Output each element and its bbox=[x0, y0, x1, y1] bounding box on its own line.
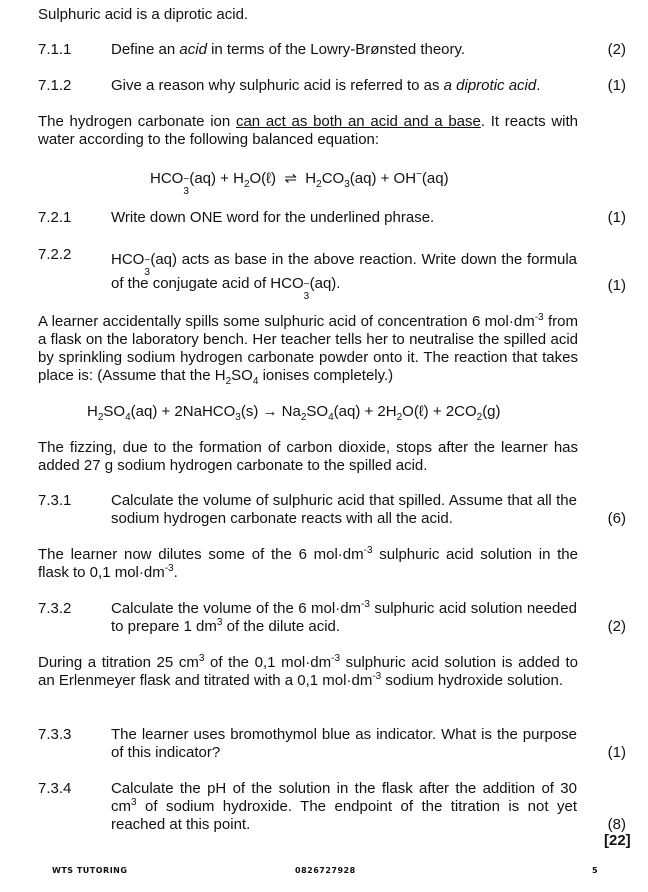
paragraph: The learner now dilutes some of the 6 $mol\cdot dm^{-3}$ sulphuric acid solution in the flask to 0,1 $mol\cdot dm^{-3}$. bbox=[38, 545, 578, 581]
question-number: 7.1.2 bbox=[38, 77, 72, 94]
question-text: The learner uses bromothymol blue as indicator. What is the purpose of this indicator? bbox=[111, 726, 577, 761]
question-number: 7.3.3 bbox=[38, 726, 72, 743]
question-text: Give a reason why sulphuric acid is referred to as a diprotic acid. bbox=[111, 77, 541, 94]
marks: (6) bbox=[607, 510, 626, 527]
paragraph: During a titration 25 $cm^3$ of the 0,1 $mol\cdot dm^{-3}$ sulphuric acid solution is added to an Erlenmeyer flask and titrated with a 0,1 $mol\cdot dm^{-3}$ sodium hydroxide solution. bbox=[38, 653, 579, 689]
marks: (1) bbox=[607, 277, 626, 294]
marks: (2) bbox=[607, 41, 626, 58]
footer-phone: 0826727928 bbox=[295, 866, 356, 875]
question-number: 7.3.4 bbox=[38, 780, 72, 797]
question-text: Calculate the volume of sulphuric acid that spilled. Assume that all the sodium hydrogen carbonate reacts with all the acid. bbox=[111, 492, 577, 527]
equation: HCO − 3 $(aq) + H_2O(\ell)$ ⇌ $H_2CO_3(aq) + OH^-(aq)$ bbox=[150, 169, 449, 197]
intro-text: Sulphuric acid is a diprotic acid. bbox=[38, 6, 249, 23]
total-marks: [22] bbox=[604, 832, 631, 849]
paragraph: The hydrogen carbonate ion can act as both an acid and a base. It reacts with water according to the following balanced equation: bbox=[38, 113, 578, 148]
question-text: Write down ONE word for the underlined phrase. bbox=[111, 209, 435, 226]
underlined-phrase: can act as both an acid and a base bbox=[235, 113, 481, 130]
footer-left: WTS TUTORING bbox=[52, 866, 128, 875]
marks: (1) bbox=[607, 744, 626, 761]
question-text: Calculate the pH of the solution in the flask after the addition of 30 $cm^3$ of sodium hydroxide. The endpoint of the titration is not yet reached at this point. bbox=[111, 780, 577, 833]
question-text: Calculate the volume of the 6 $mol\cdot dm^{-3}$ sulphuric acid solution needed to prepare 1 $dm^3$ of the dilute acid. bbox=[111, 599, 577, 635]
paragraph: The fizzing, due to the formation of carbon dioxide, stops after the learner has added 27 g sodium hydrogen carbonate to the spilled acid. bbox=[38, 439, 578, 474]
marks: (8) bbox=[607, 816, 626, 833]
marks: (1) bbox=[607, 77, 626, 94]
paragraph: A learner accidentally spills some sulphuric acid of concentration 6 $mol\cdot dm^{-3}$ from a flask on the laboratory bench. Her teacher tells her to neutralise the spilled acid by sprinkling sodium hydrogen carbonate powder onto it. The reaction that takes place is: (Assume that the $H_2SO_4$ ionises completely.) bbox=[38, 312, 578, 387]
question-text: Define an acid in terms of the Lowry-Brønsted theory. bbox=[111, 41, 466, 58]
marks: (2) bbox=[607, 618, 626, 635]
question-text: HCO − 3 (aq) acts as base in the above reaction. Write down the formula of the conjugate acid of HCO − 3 (aq). bbox=[111, 251, 577, 302]
question-number: 7.3.2 bbox=[38, 600, 72, 617]
question-number: 7.1.1 bbox=[38, 41, 72, 58]
equation: $H_2SO_4(aq)$ + 2NaHCO$_3$(s) → $Na_2SO_4(aq)$ + $2H_2O(\ell) + 2CO_2(g)$ bbox=[87, 403, 501, 423]
question-number: 7.3.1 bbox=[38, 492, 72, 509]
marks: (1) bbox=[607, 209, 626, 226]
question-number: 7.2.1 bbox=[38, 209, 72, 226]
page-number: 5 bbox=[592, 866, 599, 875]
question-number: 7.2.2 bbox=[38, 246, 72, 263]
